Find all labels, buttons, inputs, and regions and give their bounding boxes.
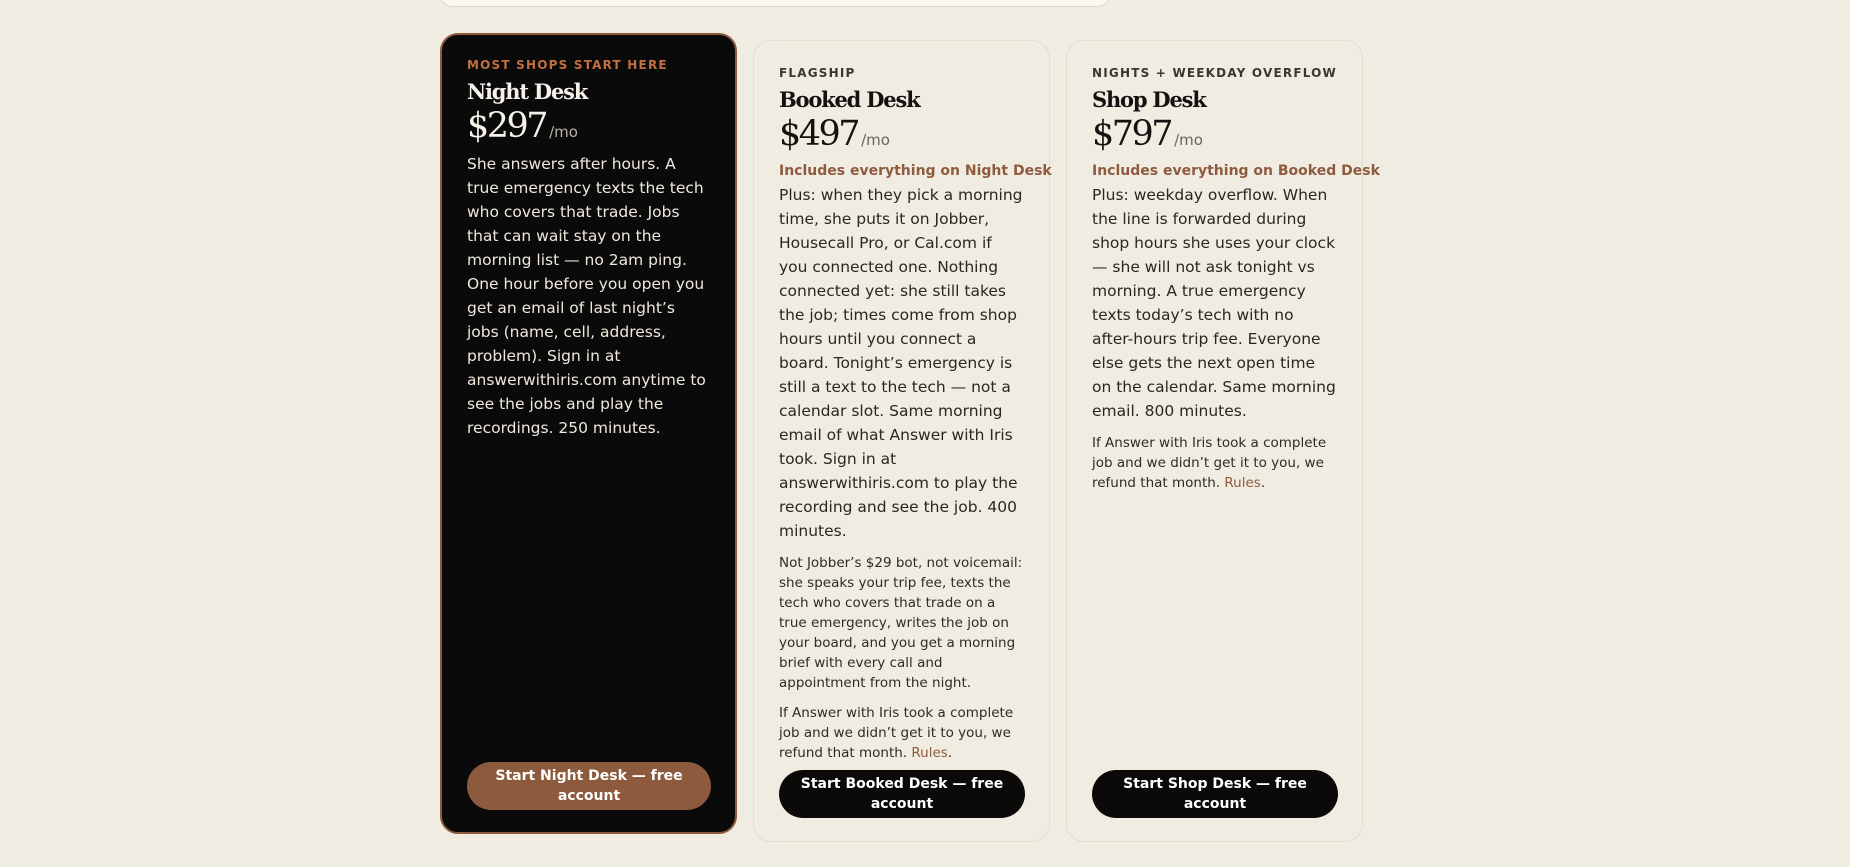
start-booked-desk-button[interactable]: Start Booked Desk — free account — [779, 770, 1025, 818]
guarantee-text: If Answer with Iris took a complete job and we didn’t get it to you, we refund that month. — [779, 705, 1014, 761]
rules-link[interactable]: Rules — [1224, 475, 1261, 491]
plan-description: Plus: when they pick a morning time, she puts it on Jobber, Housecall Pro, or Cal.com if you connected one. Nothing connected yet: she still takes the job; times come from shop hours until you connect a board. Tonight’s emergency is still a text to the tech — not a calendar slot. Same morning email of what Answer with Iris took. Sign in at answerwithiris.com to play the recording and see the job. 400 minutes. — [779, 186, 1023, 540]
start-shop-desk-button[interactable]: Start Shop Desk — free account — [1092, 770, 1338, 818]
plan-name: Night Desk — [467, 79, 588, 104]
plan-card-booked-desk — [753, 40, 1050, 842]
plan-card-content — [467, 57, 711, 440]
plan-description: She answers after hours. A true emergency texts the tech who covers that trade. Jobs that can wait stay on the morning list — no 2am ping. One hour before you open you get an email of last night’s jobs (name, cell, address, problem). Sign in at answerwithiris.com anytime to see the jobs and play the recordings. 250 minutes. — [467, 155, 706, 437]
start-night-desk-button[interactable]: Start Night Desk — free account — [467, 762, 711, 810]
plan-price-row — [779, 114, 1025, 160]
plan-card-content — [1092, 65, 1380, 493]
plan-guarantee-note: If Answer with Iris took a complete job and we didn’t get it to you, we refund that month. Rules. — [779, 705, 1014, 761]
plan-price-row — [1092, 114, 1338, 160]
plan-price: $797 — [1092, 114, 1172, 154]
plan-name: Booked Desk — [779, 87, 920, 112]
rules-link[interactable]: Rules — [911, 745, 948, 761]
plan-eyebrow: MOST SHOPS START HERE — [467, 58, 668, 72]
plan-description: Plus: weekday overflow. When the line is forwarded during shop hours she uses your clock — she will not ask tonight vs morning. A true emergency texts today’s tech with no after-hours trip fee. Everyone else gets the next open time on the calendar. Same morning email. 800 minutes. — [1092, 186, 1336, 420]
plan-eyebrow: FLAGSHIP — [779, 66, 856, 80]
plan-comparison-note: Not Jobber’s $29 bot, not voicemail: she speaks your trip fee, texts the tech who covers that trade on a true emergency, writes the job on your board, and you get a morning brief with every call and appointment from the night. — [779, 555, 1023, 691]
plan-price: $497 — [779, 114, 859, 154]
plan-card-night-desk — [440, 33, 737, 834]
plan-includes: Includes everything on Booked Desk — [1092, 163, 1380, 179]
plan-guarantee-note: If Answer with Iris took a complete job and we didn’t get it to you, we refund that month. Rules. — [1092, 435, 1327, 491]
guarantee-text: If Answer with Iris took a complete job and we didn’t get it to you, we refund that month. — [1092, 435, 1327, 491]
plan-price-row — [467, 106, 711, 152]
plan-period: /mo — [549, 123, 578, 141]
plan-name: Shop Desk — [1092, 87, 1206, 112]
plan-card-content — [779, 65, 1052, 763]
plan-eyebrow: NIGHTS + WEEKDAY OVERFLOW — [1092, 66, 1337, 80]
plan-card-shop-desk — [1066, 40, 1380, 842]
plan-price: $297 — [467, 106, 547, 146]
plan-includes: Includes everything on Night Desk — [779, 163, 1052, 179]
plan-period: /mo — [1174, 131, 1203, 149]
plan-period: /mo — [861, 131, 890, 149]
search-bar-edge — [440, 0, 1110, 7]
